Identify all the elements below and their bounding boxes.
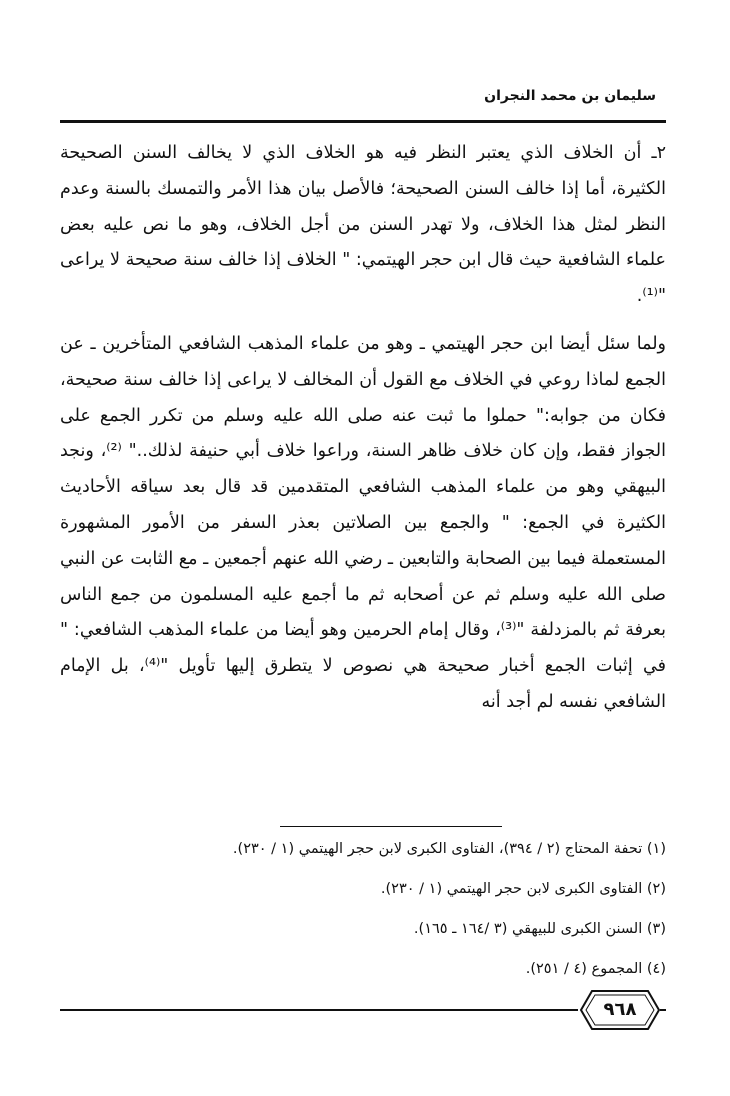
footnote-3: (٣) السنن الكبرى للبيهقي (٣ /١٦٤ ـ ١٦٥). xyxy=(413,921,666,937)
footnotes xyxy=(150,840,666,1000)
footnote-4: (٤) المجموع (٤ / ٢٥١). xyxy=(525,961,666,977)
page-number: ٩٦٨ xyxy=(603,999,637,1020)
header-rule xyxy=(60,120,666,123)
footnote-2: (٢) الفتاوى الكبرى لابن حجر الهيتمي (١ / ٢٣٠). xyxy=(380,881,666,897)
paragraph-point-two: ٢ـ أن الخلاف الذي يعتبر النظر فيه هو الخلاف الذي لا يخالف السنن الصحيحة الكثيرة، أما إذا خالف السنن الصحيحة؛ فالأصل بيان هذا الأمر والتمسك بالسنة وعدم النظر لمثل هذا الخلاف، ولا تهدر السنن من أجل الخلاف، وهو ما نص عليه بعض علماء الشافعية حيث قال ابن حجر الهيتمي: " الخلاف إذا خالف سنة صحيحة لا يراعى "⁽¹⁾. xyxy=(60,143,666,307)
page-number-badge xyxy=(578,988,662,1032)
footer-rule xyxy=(60,1009,578,1011)
paragraph-haytami-question: ولما سئل أيضا ابن حجر الهيتمي ـ وهو من علماء المذهب الشافعي المتأخرين ـ عن الجمع لماذا روعي في الخلاف مع القول أن المخالف لا يراعى إذا خالف سنة صحيحة، فكان من جوابه:" حملوا ما ثبت عنه صلى الله عليه وسلم من تكرر الجمع على الجواز فقط، وإن كان خلاف ظاهر السنة، وراعوا خلاف أبي حنيفة لذلك.." ⁽²⁾، ونجد البيهقي وهو من علماء المذهب الشافعي المتقدمين قد قال بعد سياقه الأحاديث الكثيرة في الجمع: " والجمع بين الصلاتين بعذر السفر من الأمور المشهورة المستعملة فيما بين الصحابة والتابعين ـ رضي الله عنهم أجمعين ـ مع الثابت عن النبي صلى الله عليه وسلم ثم عن أصحابه ثم ما أجمع عليه المسلمون من جمع الناس بعرفة ثم بالمزدلفة "⁽³⁾، وقال إمام الحرمين وهو أيضا من علماء المذهب الشافعي: " في إثبات الجمع أخبار صحيحة هي نصوص لا يتطرق إليها تأويل "⁽⁴⁾، بل الإمام الشافعي نفسه لم أجد أنه xyxy=(60,333,666,712)
footnote-separator xyxy=(280,826,502,827)
running-header-author: سليمان بن محمد النجران xyxy=(484,88,656,104)
body-text xyxy=(60,136,666,721)
footnote-1: (١) تحفة المحتاج (٢ / ٣٩٤)، الفتاوى الكبرى لابن حجر الهيتمي (١ / ٢٣٠). xyxy=(232,841,666,857)
